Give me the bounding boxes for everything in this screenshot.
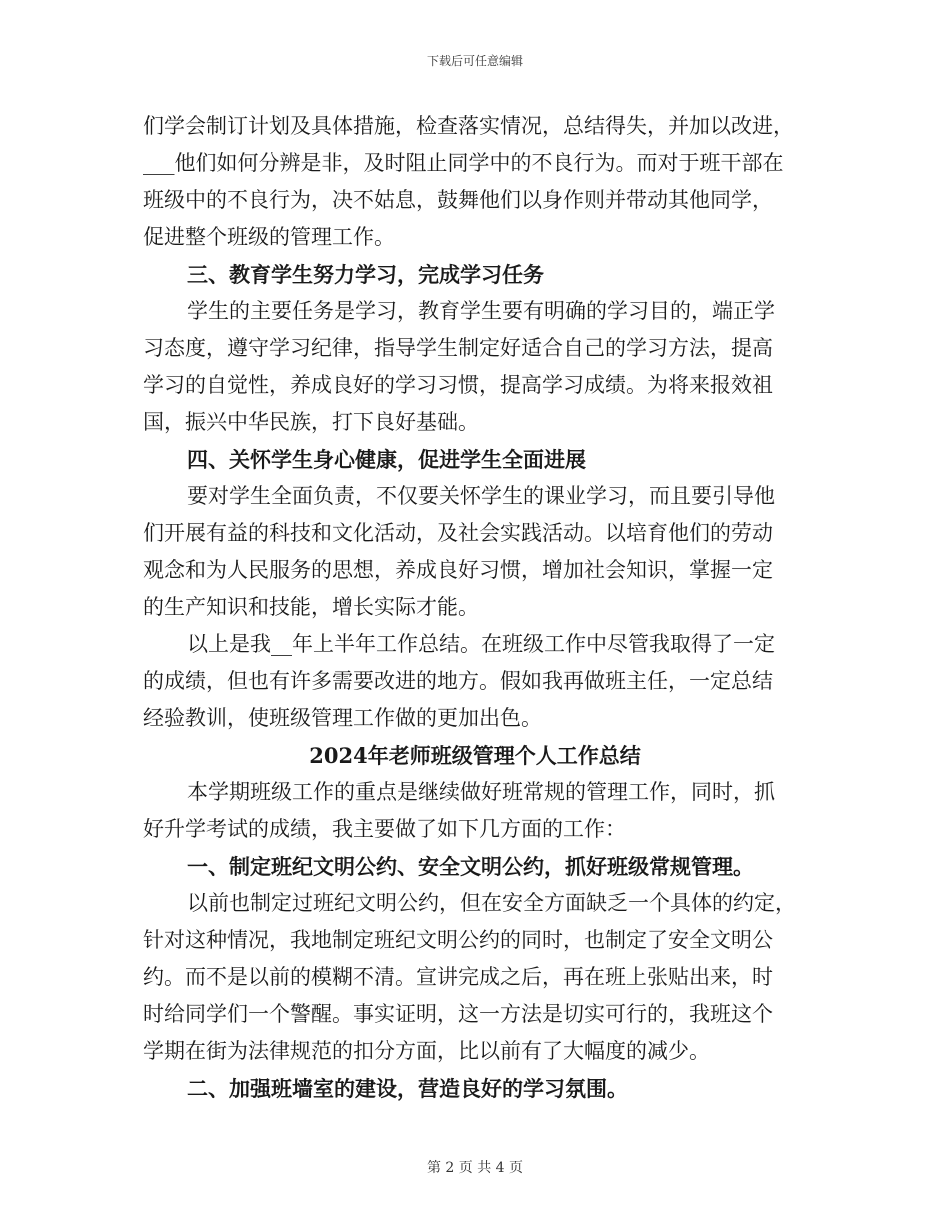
section-heading: 三、教育学生努力学习，完成学习任务 <box>187 262 544 287</box>
paragraph-line: 促进整个班级的管理工作。 <box>143 225 395 249</box>
page-footer: 第 2 页 共 4 页 <box>426 1160 524 1176</box>
paragraph-line: 以上是我__年上半年工作总结。在班级工作中尽管我取得了一定 <box>187 632 775 656</box>
paragraph-line: 约。而不是以前的模糊不清。宣讲完成之后，再在班上张贴出来，时 <box>143 965 773 989</box>
paragraph-line: 学习的自觉性，养成良好的学习习惯，提高学习成绩。为将来报效祖 <box>143 373 773 397</box>
paragraph-line: 观念和为人民服务的思想，养成良好习惯，增加社会知识，掌握一定 <box>143 558 773 582</box>
paragraph-line: ___他们如何分辨是非，及时阻止同学中的不良行为。而对于班干部在 <box>143 151 784 175</box>
document-title: 2024年老师班级管理个人工作总结 <box>309 743 641 768</box>
page-header: 下载后可任意编辑 <box>426 54 523 68</box>
paragraph-line: 国，振兴中华民族，打下良好基础。 <box>143 410 479 434</box>
document-body <box>143 108 807 1107</box>
paragraph-line: 学期在街为法律规范的扣分方面，比以前有了大幅度的减少。 <box>143 1039 710 1063</box>
section-heading: 二、加强班墙室的建设，营造良好的学习氛围。 <box>187 1076 628 1101</box>
paragraph-line: 时给同学们一个警醒。事实证明，这一方法是切实可行的，我班这个 <box>143 1002 773 1026</box>
paragraph-line: 要对学生全面负责，不仅要关怀学生的课业学习，而且要引导他 <box>187 484 775 508</box>
paragraph-line: 以前也制定过班纪文明公约，但在安全方面缺乏一个具体的约定， <box>187 891 796 915</box>
paragraph-line: 班级中的不良行为，决不姑息，鼓舞他们以身作则并带动其他同学， <box>143 188 773 212</box>
paragraph-line: 针对这种情况，我地制定班纪文明公约的同时，也制定了安全文明公 <box>143 928 773 952</box>
paragraph-line: 本学期班级工作的重点是继续做好班常规的管理工作，同时，抓 <box>187 780 775 804</box>
paragraph-line: 经验教训，使班级管理工作做的更加出色。 <box>143 706 542 730</box>
paragraph-line: 学生的主要任务是学习，教育学生要有明确的学习目的，端正学 <box>187 299 775 323</box>
paragraph-line: 习态度，遵守学习纪律，指导学生制定好适合自己的学习方法，提高 <box>143 336 773 360</box>
paragraph-line: 的成绩，但也有许多需要改进的地方。假如我再做班主任，一定总结 <box>143 669 773 693</box>
paragraph-line: 的生产知识和技能，增长实际才能。 <box>143 595 479 619</box>
section-heading: 一、制定班纪文明公约、安全文明公约，抓好班级常规管理。 <box>187 854 754 879</box>
section-heading: 四、关怀学生身心健康，促进学生全面进展 <box>187 447 586 472</box>
paragraph-line: 们学会制订计划及具体措施，检查落实情况，总结得失，并加以改进， <box>143 114 794 138</box>
paragraph-line: 好升学考试的成绩，我主要做了如下几方面的工作： <box>143 817 626 841</box>
paragraph-line: 们开展有益的科技和文化活动，及社会实践活动。以培育他们的劳动 <box>143 521 773 545</box>
